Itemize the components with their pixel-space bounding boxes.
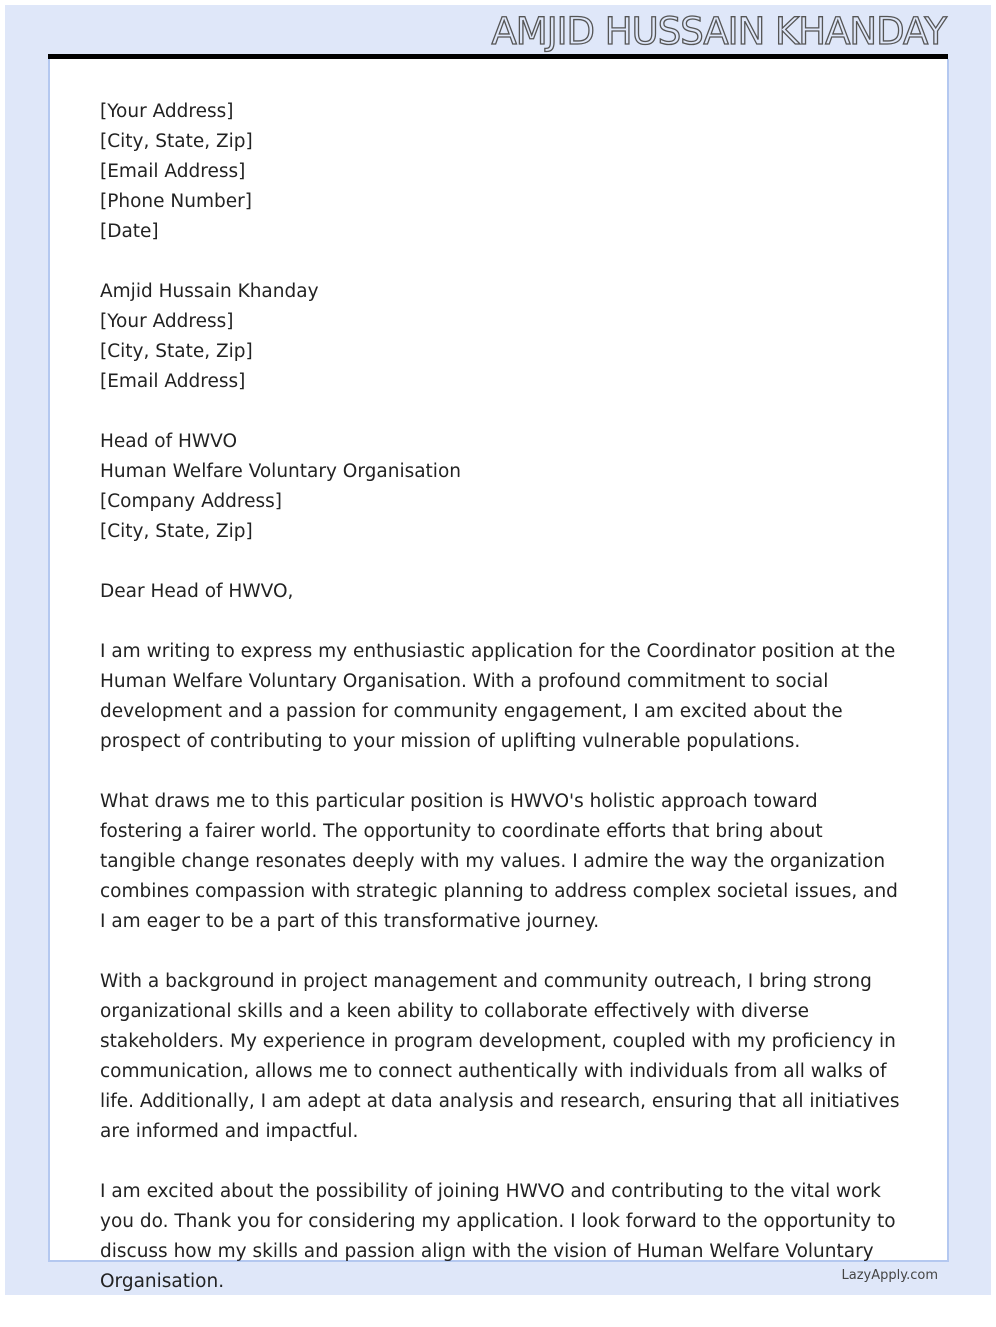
sender-line: [Phone Number] xyxy=(100,191,252,212)
paragraph: With a background in project management and community outreach, I bring strong organizational skills and a keen ability to collaborate effectively with diverse stakeholders. My experience in program development, coupled with my proficiency in communication, allows me to connect authentically with individuals from all walks of life. Additionally, I am adept at data analysis and research, ensuring that all initiatives are informed and impactful. xyxy=(100,971,900,1142)
watermark: LazyApply.com xyxy=(841,1268,938,1283)
recipient-line: [Company Address] xyxy=(100,491,283,512)
header-name: AMJID HUSSAIN KHANDAY xyxy=(491,10,946,53)
recipient-line: Head of HWVO xyxy=(100,431,238,452)
salutation: Dear Head of HWVO, xyxy=(100,581,294,602)
paragraph: What draws me to this particular position is HWVO's holistic approach toward fostering a fairer world. The opportunity to coordinate efforts that bring about tangible change resonates deeply with my values. I admire the way the organization combines compassion with strategic planning to address complex societal issues, and I am eager to be a part of this transformative journey. xyxy=(100,791,898,932)
letter-body xyxy=(100,97,900,1327)
applicant-line: [Your Address] xyxy=(100,311,234,332)
sender-block xyxy=(100,97,900,247)
applicant-line: Amjid Hussain Khanday xyxy=(100,281,319,302)
recipient-block xyxy=(100,427,900,547)
applicant-line: [Email Address] xyxy=(100,371,246,392)
sender-line: [Your Address] xyxy=(100,101,234,122)
recipient-line: Human Welfare Voluntary Organisation xyxy=(100,461,461,482)
sender-line: [Email Address] xyxy=(100,161,246,182)
paragraph: I am excited about the possibility of joining HWVO and contributing to the vital work you do. Thank you for considering my application. I look forward to the opportunity to discuss how my skills and passion align with the vision of Human Welfare Voluntary Organisation. xyxy=(100,1181,896,1292)
sender-line: [City, State, Zip] xyxy=(100,131,253,152)
paragraph: I am writing to express my enthusiastic application for the Coordinator position at the Human Welfare Voluntary Organisation. With a profound commitment to social development and a passion for community engagement, I am excited about the prospect of contributing to your mission of uplifting vulnerable populations. xyxy=(100,641,896,752)
sender-line: [Date] xyxy=(100,221,159,242)
applicant-block xyxy=(100,277,900,397)
recipient-line: [City, State, Zip] xyxy=(100,521,253,542)
applicant-line: [City, State, Zip] xyxy=(100,341,253,362)
